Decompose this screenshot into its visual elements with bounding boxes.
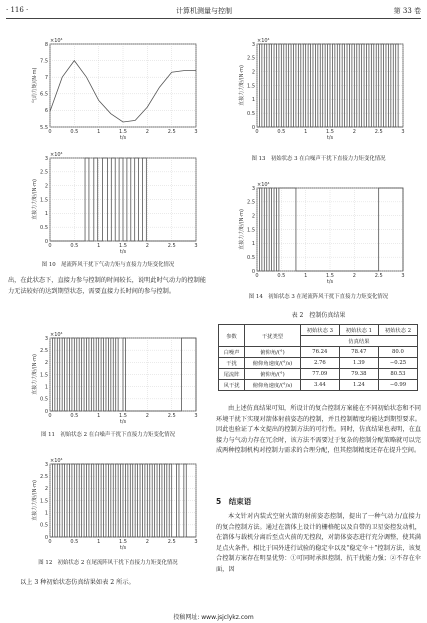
x-tick-label: 1.5 [326, 273, 334, 279]
y-tick-label: 2 [44, 486, 48, 493]
multiplier-label: ×10⁴ [50, 458, 63, 464]
x-tick-label: 3 [401, 129, 405, 135]
figure-caption: 图 14 初始状态 3 在尾流阵风干扰下直接力力矩变化情况 [248, 294, 389, 300]
table-cell: 3.44 [300, 380, 339, 391]
x-tick-label: 2.5 [167, 243, 176, 249]
y-tick-label: 0 [44, 238, 48, 245]
x-tick-label: 1 [304, 129, 308, 135]
x-tick-label: 1.5 [119, 413, 127, 419]
x-axis-label: t/s [119, 249, 127, 255]
th-sim-result: 仿真结果 [300, 336, 417, 347]
series-line [257, 44, 403, 127]
x-tick-label: 2.5 [374, 129, 383, 135]
chart-fig11 [30, 330, 200, 425]
footer: 投稿网址: www.jsjclykz.com [173, 614, 254, 621]
y-tick-label: 0 [44, 408, 48, 415]
x-axis-label: t/s [119, 545, 127, 551]
body-paragraph: 出，在此状态下，直接力参与控制的时间较长，说明此时气动力的控制能力无法较好的达到期望状态，需要直接力长时间的参与控制。 [8, 277, 206, 295]
x-tick-label: 2 [145, 413, 149, 419]
table-cell: 78.47 [339, 347, 378, 358]
x-tick-label: 2 [145, 129, 149, 135]
table-cell: 白噪声 [219, 347, 245, 358]
x-tick-label: 3 [194, 413, 198, 419]
x-tick-label: 0 [48, 413, 52, 419]
table-cell: 俯仰角/(°) [245, 369, 301, 380]
y-tick-label: 0.5 [247, 110, 255, 117]
y-axis-label: 直接力力矩/(N·m) [32, 354, 38, 395]
x-tick-label: 1 [97, 243, 101, 249]
figure-caption: 图 13 初始状态 3 在白噪声干扰下直接力力矩变化情况 [251, 156, 386, 162]
table-title: 表 2 控制仿真结果 [291, 312, 346, 319]
table-cell: 俯仰角/(°) [245, 347, 301, 358]
section-title: 5 结束语 [216, 497, 252, 506]
table-cell: 2.76 [300, 358, 339, 369]
y-tick-label: 2.5 [40, 473, 48, 480]
y-tick-label: 0 [251, 268, 255, 275]
y-axis-label: 直接力力矩/(N·m) [239, 209, 245, 250]
table-cell: 俯仰角速度/(°/s) [245, 380, 301, 391]
th-param: 参数 [219, 325, 245, 347]
x-tick-label: 0 [255, 129, 259, 135]
y-tick-label: 2.5 [40, 347, 48, 354]
table-cell: 80.53 [378, 369, 417, 380]
x-tick-label: 2.5 [167, 539, 176, 545]
y-tick-label: 0.5 [247, 254, 255, 261]
x-tick-label: 1 [97, 539, 101, 545]
y-tick-label: 3 [251, 41, 255, 48]
table-cell: 79.38 [339, 369, 378, 380]
x-tick-label: 0.5 [70, 243, 79, 249]
x-tick-label: 1.5 [119, 129, 127, 135]
figure-caption: 图 11 初始状态 2 在白噪声干扰下直接力力矩变化情况 [40, 432, 176, 438]
body-paragraph: 本文针对内装式空射火箭的射前姿态控制，提出了一种气动力/直接力的复合控制方法。通过在箭体上设计的栅格舵以及自带的卫星姿控发动机，在箭体与载机分离后至点火前的无控段，对箭体姿态进行充分调整，使其满足点火条件。相比于国外进行试验的稳定伞以及“稳定伞＋”控制方法，该复合控制方案存在明显优势：①可同时承担控制、抗干扰能力强；②不存在伞面，因 [216, 513, 421, 573]
journal-name: 计算机测量与控制 [176, 7, 232, 15]
x-tick-label: 3 [194, 243, 198, 249]
y-tick-label: 3 [251, 185, 255, 192]
y-tick-label: 2 [44, 360, 48, 367]
body-paragraph: 由上述仿真结果可知，所设计的复合控制方案能在不同初始状态和不同环境干扰下实现对箭体射前姿态的控制，并且控制精度均能达到期望要求。因此也验证了本文提出的控制方法的可行性。同时，仿真结果也表明，在直接力与气动力存在冗余时，该方法不需要过于复杂的控制分配策略就可以完成两种控制机构对控制力需求的合理分配，但其控制精度还存在提升空间。 [216, 405, 421, 455]
volume: 第 33 卷 [393, 7, 421, 15]
multiplier-label: ×10⁴ [50, 38, 63, 44]
table-cell: 1.39 [339, 358, 378, 369]
x-tick-label: 2.5 [167, 129, 176, 135]
y-tick-label: 0 [251, 124, 255, 131]
x-tick-label: 3 [194, 129, 198, 135]
y-tick-label: 5.5 [40, 124, 48, 131]
y-tick-label: 1.5 [247, 83, 255, 90]
x-axis-label: t/s [326, 135, 334, 141]
x-tick-label: 0.5 [70, 413, 79, 419]
y-tick-label: 1 [44, 211, 48, 218]
y-tick-label: 7 [44, 75, 48, 81]
x-tick-label: 2 [145, 243, 149, 249]
y-tick-label: 2.5 [247, 199, 255, 206]
x-tick-label: 0.5 [70, 539, 79, 545]
y-tick-label: 7.5 [40, 58, 48, 65]
x-axis-label: t/s [119, 135, 127, 141]
x-tick-label: 0.5 [277, 273, 286, 279]
th-state2: 初始状态 2 [378, 325, 417, 336]
x-tick-label: 0 [48, 129, 52, 135]
x-tick-label: 0 [48, 539, 52, 545]
chart-fig10-direct-force [30, 150, 200, 255]
y-tick-label: 2 [251, 213, 255, 220]
y-tick-label: 1 [251, 97, 255, 104]
x-tick-label: 0 [48, 243, 52, 249]
y-axis-label: 直接力力矩/(N·m) [32, 480, 38, 521]
y-tick-label: 2 [251, 69, 255, 76]
table-cell: 俯仰角速度/(°/s) [245, 358, 301, 369]
chart-fig13 [237, 36, 407, 141]
table-cell: 尾流阵 [219, 369, 245, 380]
chart-fig10-aero-torque [30, 36, 200, 141]
x-tick-label: 1 [97, 129, 101, 135]
multiplier-label: ×10⁴ [257, 182, 270, 188]
x-axis-label: t/s [119, 419, 127, 425]
y-tick-label: 2 [44, 183, 48, 190]
x-tick-label: 1.5 [119, 243, 127, 249]
x-tick-label: 3 [194, 539, 198, 545]
table-cell: 80.0 [378, 347, 417, 358]
th-state3: 初始状态 3 [300, 325, 339, 336]
table-cell: 77.09 [300, 369, 339, 380]
y-tick-label: 1.5 [40, 197, 48, 204]
x-tick-label: 1.5 [119, 539, 127, 545]
x-tick-label: 1.5 [326, 129, 334, 135]
y-tick-label: 6 [44, 108, 48, 115]
x-tick-label: 2 [145, 539, 149, 545]
x-tick-label: 0 [255, 273, 259, 279]
table-cell: 风干扰 [219, 380, 245, 391]
x-tick-label: 2.5 [167, 413, 176, 419]
y-tick-label: 1 [44, 510, 48, 517]
table-cell: 1.24 [339, 380, 378, 391]
chart-fig14 [237, 180, 407, 285]
y-axis-label: 直接力力矩/(N·m) [32, 179, 38, 220]
y-tick-label: 3 [44, 335, 48, 342]
results-table [218, 324, 418, 391]
th-state1: 初始状态 1 [339, 325, 378, 336]
y-tick-label: 6.5 [40, 91, 48, 98]
x-tick-label: 2 [352, 273, 356, 279]
y-tick-label: 1.5 [40, 498, 48, 505]
y-tick-label: 1 [44, 384, 48, 391]
y-tick-label: 0.5 [40, 224, 48, 231]
chart-fig12 [30, 456, 200, 551]
x-tick-label: 1 [304, 273, 308, 279]
y-tick-label: 2.5 [247, 55, 255, 62]
y-axis-label: 气动力矩/(N·m) [32, 67, 38, 104]
th-type: 干扰类型 [245, 325, 301, 347]
table-cell: 干扰 [219, 358, 245, 369]
multiplier-label: ×10⁴ [50, 152, 63, 158]
table-cell: 76.24 [300, 347, 339, 358]
multiplier-label: ×10⁴ [50, 332, 63, 338]
figure-caption: 图 12 初始状态 2 在尾流阵风干扰下直接力力矩变化情况 [38, 560, 178, 566]
y-tick-label: 1.5 [247, 227, 255, 234]
x-tick-label: 2 [352, 129, 356, 135]
y-tick-label: 8 [44, 41, 48, 48]
y-tick-label: 1.5 [40, 372, 48, 379]
table-cell: −0.25 [378, 358, 417, 369]
page-header [6, 4, 421, 19]
table-cell: −0.99 [378, 380, 417, 391]
y-tick-label: 2.5 [40, 169, 48, 176]
multiplier-label: ×10⁴ [257, 38, 270, 44]
body-paragraph: 以上 3 种初始状态仿真结果如表 2 所示。 [20, 579, 135, 586]
x-tick-label: 0.5 [70, 129, 79, 135]
y-tick-label: 1 [251, 241, 255, 248]
x-tick-label: 1 [97, 413, 101, 419]
y-axis-label: 直接力力矩/(N·m) [239, 65, 245, 106]
y-tick-label: 0.5 [40, 522, 48, 529]
y-tick-label: 3 [44, 461, 48, 468]
figure-caption: 图 10 尾流阵风干扰下气动力矩与直接力力矩变化情况 [41, 262, 175, 268]
x-tick-label: 3 [401, 273, 405, 279]
y-tick-label: 0.5 [40, 396, 48, 403]
x-axis-label: t/s [326, 279, 334, 285]
x-tick-label: 0.5 [277, 129, 286, 135]
y-tick-label: 0 [44, 534, 48, 541]
y-tick-label: 3 [44, 155, 48, 162]
page-number: · 116 · [6, 6, 29, 14]
x-tick-label: 2.5 [374, 273, 383, 279]
